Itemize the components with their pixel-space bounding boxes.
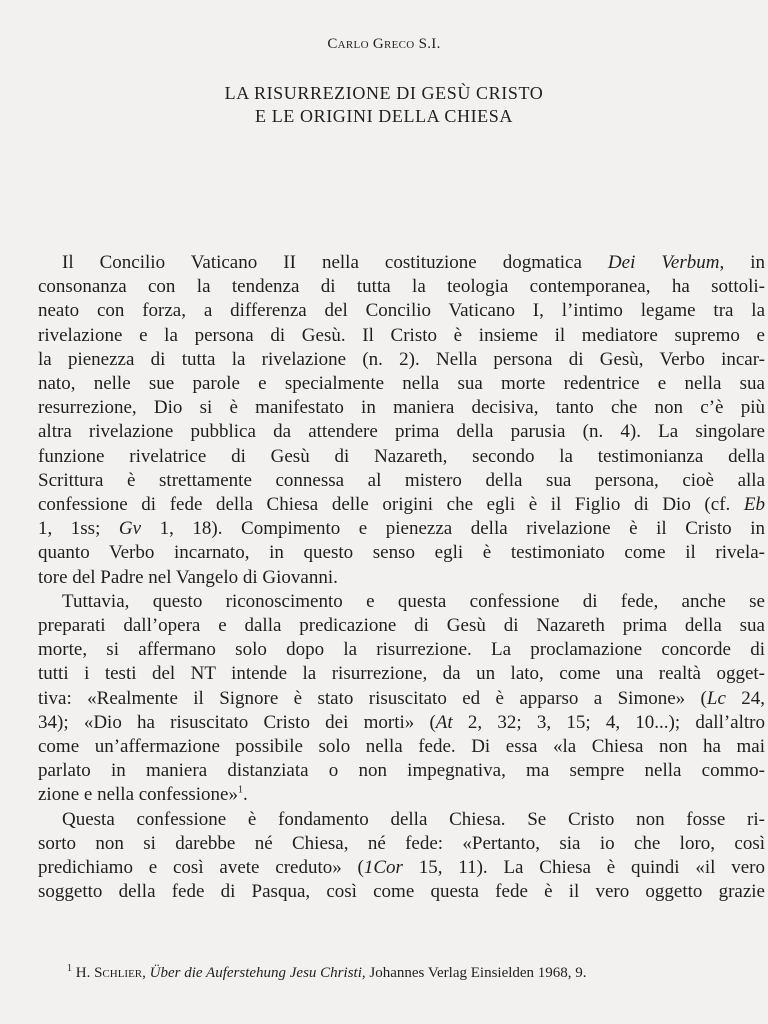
italic-text: Eb	[743, 494, 765, 516]
text-line: funzione rivelatrice di Gesù di Nazareth, secondo la testimonianza della	[38, 445, 765, 467]
article-body	[38, 251, 765, 904]
title-line-2: E LE ORIGINI DELLA CHIESA	[255, 106, 513, 126]
text-line: morte, si affermano solo dopo la risurrezione. La proclamazione concorde di	[38, 639, 765, 661]
title-line-1: LA RISURREZIONE DI GESÙ CRISTO	[224, 83, 544, 103]
text-line: Il Concilio Vaticano II nella costituzione dogmatica Dei Verbum, in	[62, 252, 765, 273]
footnote	[67, 964, 587, 982]
text-line: Questa confessione è fondamento della Chiesa. Se Cristo non fosse ri-	[62, 808, 765, 830]
footnote-work: Über die Auferstehung Jesu Christi	[149, 965, 362, 981]
italic-text: 1Cor	[363, 857, 403, 879]
text-line: tore del Padre nel Vangelo di Giovanni.	[38, 566, 338, 588]
text-line: quanto Verbo incarnato, in questo senso egli è testimoniato come il rivela-	[38, 542, 765, 564]
paragraph-3	[38, 808, 765, 905]
text-line: tiva: «Realmente il Signore è stato risuscitato ed è apparso a Simone» (Lc 24,	[38, 687, 765, 709]
text-line: preparati dall’opera e dalla predicazione di Gesù di Nazareth prima della sua	[38, 615, 765, 637]
text-line: altra rivelazione pubblica da attendere prima della parusia (n. 4). La singolare	[38, 421, 765, 443]
article-title	[0, 82, 768, 128]
text-line: consonanza con la tendenza di tutta la teologia contemporanea, ha sottoli-	[38, 276, 765, 298]
footnote-rest: , Johannes Verlag Einsielden 1968, 9.	[361, 965, 587, 981]
italic-text: At	[435, 711, 453, 733]
text-line: 1, 1ss; Gv 1, 18). Compimento e pienezza della rivelazione è il Cristo in	[38, 518, 765, 540]
footnote-reference: 1	[237, 785, 243, 797]
footnote-separator: ,	[142, 965, 150, 981]
text-line: nato, nelle sue parole e specialmente nella sua morte redentrice e nella sua	[38, 373, 765, 395]
paragraph-2	[38, 590, 765, 808]
text-line: resurrezione, Dio si è manifestato in maniera decisiva, tanto che non c’è più	[38, 397, 765, 419]
italic-text: Dei Verbum	[607, 252, 720, 273]
italic-text: Gv	[118, 518, 142, 540]
text-line: tutti i testi del NT intende la risurrezione, da un lato, come una realtà ogget-	[38, 663, 765, 685]
text-line: Scrittura è strettamente connessa al mistero della sua persona, cioè alla	[38, 469, 765, 491]
text-line: sorto non si darebbe né Chiesa, né fede: «Pertanto, sia io che loro, così	[38, 832, 765, 854]
text-line: neato con forza, a differenza del Concilio Vaticano I, l’intimo legame tra la	[38, 300, 765, 322]
author-line: Carlo Greco S.I.	[327, 36, 441, 52]
footnote-number: 1	[67, 963, 72, 974]
paragraph-1	[38, 251, 765, 590]
text-line: predichiamo e così avete creduto» (1Cor 15, 11). La Chiesa è quindi «il vero	[38, 857, 765, 879]
text-line: confessione di fede della Chiesa delle origini che egli è il Figlio di Dio (cf. Eb	[38, 494, 765, 516]
text-line: come un’affermazione possibile solo nella fede. Di essa «la Chiesa non ha mai	[38, 736, 765, 758]
text-line: rivelazione e la persona di Gesù. Il Cristo è insieme il mediatore supremo e	[38, 324, 765, 346]
text-line: zione e nella confessione»$^1$.	[38, 784, 248, 806]
footnote-author: H. Schlier	[75, 965, 143, 981]
text-line: Tuttavia, questo riconoscimento e questa confessione di fede, anche se	[62, 590, 765, 612]
text-line: parlato in maniera distanziata o non impegnativa, ma sempre nella commo-	[38, 760, 765, 782]
italic-text: Lc	[706, 687, 726, 709]
text-line: 34); «Dio ha risuscitato Cristo dei morti» (At 2, 32; 3, 15; 4, 10...); dall’altro	[38, 711, 765, 733]
text-line: la pienezza di tutta la rivelazione (n. 2). Nella persona di Gesù, Verbo incar-	[38, 348, 765, 370]
text-line: soggetto della fede di Pasqua, così come questa fede è il vero oggetto grazie	[38, 881, 765, 903]
